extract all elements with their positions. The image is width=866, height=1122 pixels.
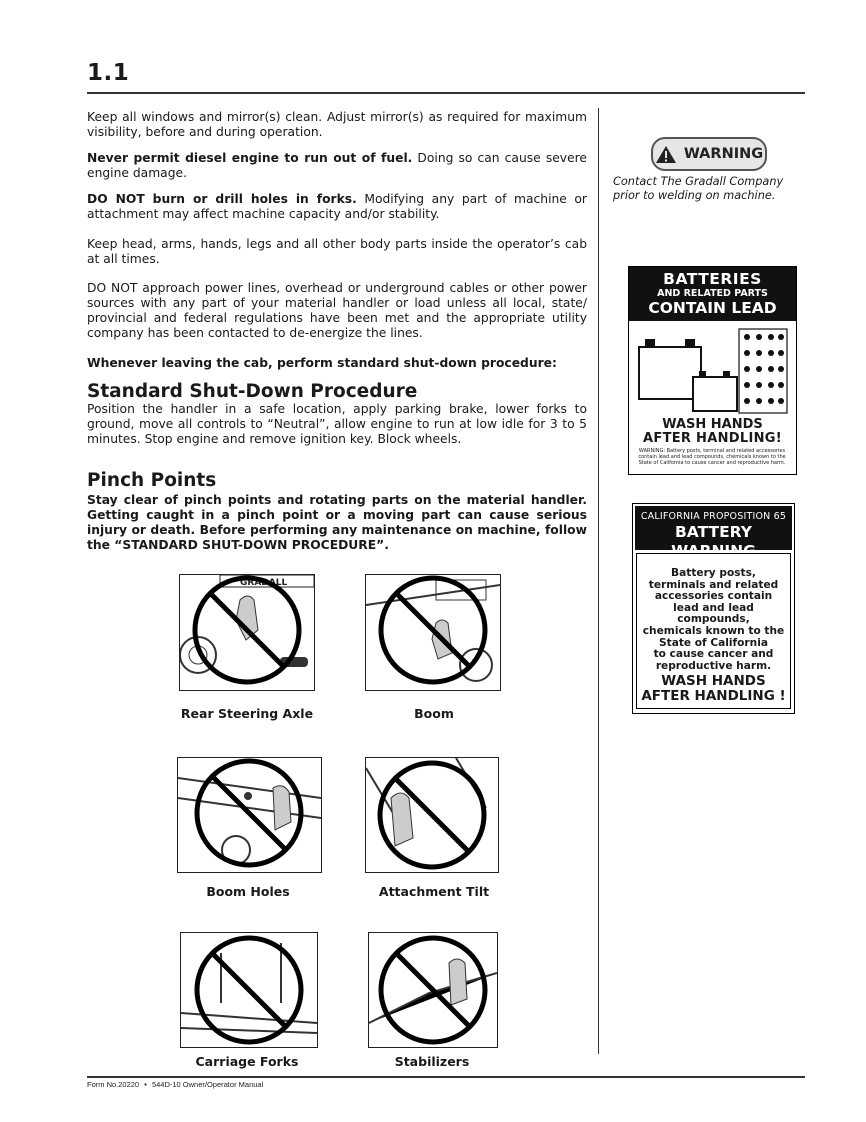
figure-rear-steering-axle xyxy=(179,574,315,691)
figure-boom xyxy=(365,574,501,691)
prohibited-icon xyxy=(366,758,498,872)
caption-boom-holes: Boom Holes xyxy=(206,884,290,899)
paragraph-fuel: Never permit diesel engine to run out of fuel. Doing so can cause severe engine damage. xyxy=(87,151,587,180)
footer-text xyxy=(87,1080,263,1089)
battery-icon xyxy=(635,325,791,417)
battery-sign-subtitle: AND RELATED PARTS xyxy=(657,288,768,299)
caption-carriage-forks: Carriage Forks xyxy=(195,1054,299,1069)
prop65-after-handling: AFTER HANDLING ! xyxy=(641,688,786,704)
figure-carriage-forks xyxy=(180,932,318,1048)
prohibited-icon xyxy=(369,933,497,1047)
caption-attachment-tilt: Attachment Tilt xyxy=(378,884,490,899)
prop65-title: CALIFORNIA PROPOSITION 65 xyxy=(640,511,787,522)
figure-stabilizers xyxy=(368,932,498,1048)
warning-label: WARNING xyxy=(683,146,764,162)
prop65-header xyxy=(635,506,792,560)
header-rule xyxy=(87,92,805,94)
warning-triangle-icon xyxy=(655,145,677,164)
figure-boom-holes xyxy=(177,757,322,873)
warning-note: Contact The Gradall Company prior to welding on machine. xyxy=(613,175,784,202)
prohibited-icon xyxy=(178,758,321,872)
shutdown-heading: Standard Shut-Down Procedure xyxy=(87,381,418,402)
footer-manual-title: 544D-10 Owner/Operator Manual xyxy=(151,1080,264,1089)
section-number: 1.1 xyxy=(87,60,130,86)
caption-boom: Boom xyxy=(414,706,454,721)
shutdown-lead: Whenever leaving the cab, perform standard shut-down procedure: xyxy=(87,356,557,370)
prohibited-icon xyxy=(180,575,314,690)
warning-badge xyxy=(651,137,767,171)
prop65-body-text: Battery posts, terminals and related accessories contain lead and lead compounds, chemicals known to the State of California to cause cancer and reproductive harm. xyxy=(642,567,785,672)
battery-sign-fine-print: WARNING: Battery posts, terminal and related accessories contain lead and lead compounds, chemicals known to the State of California to cause cancer and reproductive harm. xyxy=(638,448,786,466)
battery-sign-title-lead: CONTAIN LEAD xyxy=(648,299,777,317)
prop65-body-box xyxy=(636,553,791,709)
battery-sign-title: BATTERIES xyxy=(663,270,762,288)
battery-sign-wash: WASH HANDS xyxy=(662,417,763,432)
footer-rule xyxy=(87,1076,805,1078)
prop65-wash: WASH HANDS xyxy=(661,673,766,689)
paragraph-forks: DO NOT burn or drill holes in forks. Modifying any part of machine or attachment may affect machine capacity and/or stability. xyxy=(87,192,587,221)
figure-sign-text: GRADALL xyxy=(240,578,288,588)
caption-rear-steering-axle: Rear Steering Axle xyxy=(180,706,314,721)
battery-lead-sign xyxy=(628,266,797,475)
figure-attachment-tilt xyxy=(365,757,499,873)
battery-sign-after-handling: AFTER HANDLING! xyxy=(643,431,782,446)
prohibited-icon xyxy=(181,933,317,1047)
paragraph-body-parts: Keep head, arms, hands, legs and all other body parts inside the operator’s cab at all times. xyxy=(87,237,587,266)
prohibited-icon xyxy=(366,575,500,690)
shutdown-text: Position the handler in a safe location, apply parking brake, lower forks to ground, move all controls to “Neutral”, allow engine to run at low idle for 3 to 5 minutes. Stop engine and remove ignition key. Block wheels. xyxy=(87,402,587,446)
prop65-battery-warning-sign xyxy=(632,503,795,714)
paragraph-mirrors: Keep all windows and mirror(s) clean. Adjust mirror(s) as required for maximum visibility, before and during operation. xyxy=(87,110,587,139)
paragraph-power-lines: DO NOT approach power lines, overhead or underground cables or other power sources with any part of your material handler or load unless all local, state/ provincial and federal regulations have been met and the appropriate utility company has been contacted to de-energize the lines. xyxy=(87,281,587,340)
footer-bullet: • xyxy=(144,1080,147,1089)
prop65-subtitle: BATTERY WARNING xyxy=(671,523,756,560)
caption-stabilizers: Stabilizers xyxy=(394,1054,470,1069)
pinch-text: Stay clear of pinch points and rotating parts on the material handler. Getting caught in a pinch point or a moving part can cause serious injury or death. Before performing any maintenance on machine, follow the “STANDARD SHUT-DOWN PROCEDURE”. xyxy=(87,493,587,552)
column-divider xyxy=(598,108,599,1054)
footer-form-number: Form No.20220 xyxy=(87,1080,140,1089)
pinch-heading: Pinch Points xyxy=(87,470,217,491)
battery-sign-header xyxy=(629,267,796,321)
